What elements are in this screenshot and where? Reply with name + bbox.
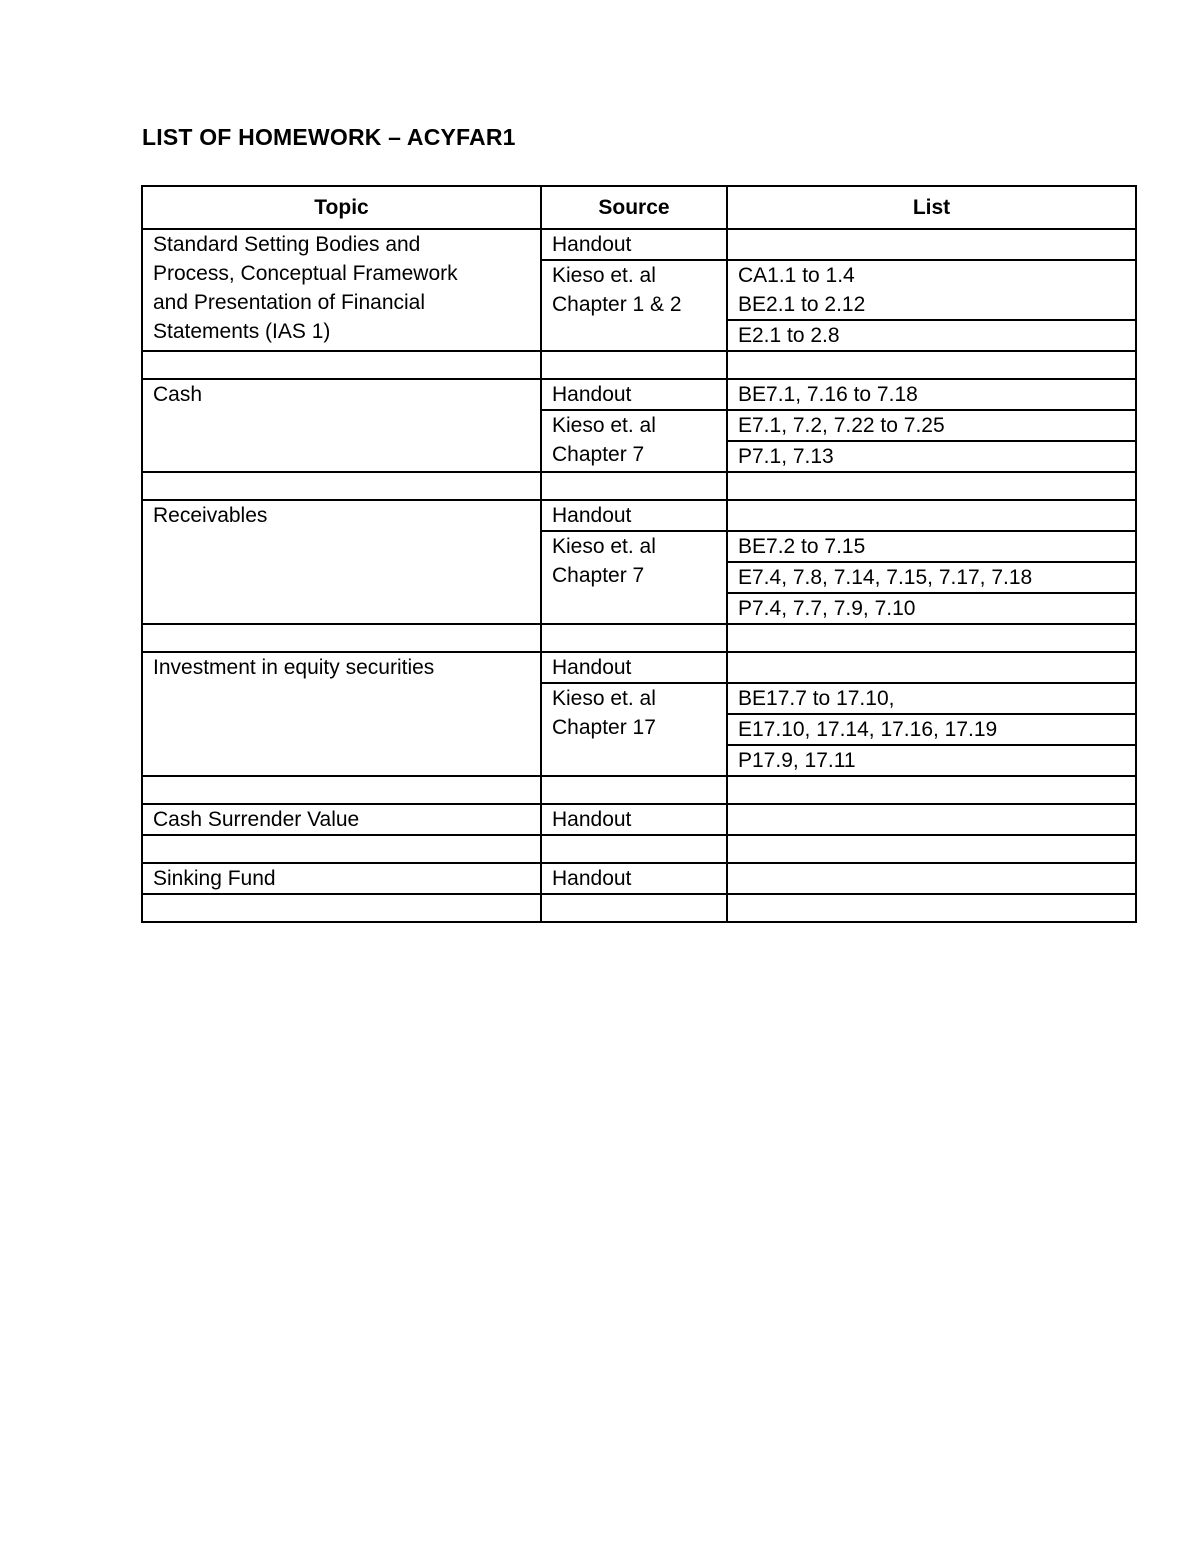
header-list: List [727, 186, 1136, 229]
table-row [142, 652, 1136, 683]
list-cell: P7.4, 7.7, 7.9, 7.10 [727, 593, 1136, 624]
list-cell: P17.9, 17.11 [727, 745, 1136, 776]
spacer-row [142, 624, 1136, 652]
list-cell: BE17.7 to 17.10, [727, 683, 1136, 714]
list-cell: CA1.1 to 1.4 [727, 260, 1136, 290]
topic-cell: Cash Surrender Value [142, 804, 541, 835]
homework-table [141, 185, 1137, 923]
topic-cell: Sinking Fund [142, 863, 541, 894]
list-cell: E2.1 to 2.8 [727, 320, 1136, 351]
table-header-row [142, 186, 1136, 229]
list-cell [727, 229, 1136, 260]
spacer-row [142, 776, 1136, 804]
source-cell: Handout [541, 652, 727, 683]
table-row [142, 229, 1136, 260]
list-cell [727, 652, 1136, 683]
source-cell: Handout [541, 500, 727, 531]
source-cell: Kieso et. al Chapter 1 & 2 [541, 260, 727, 351]
source-cell: Kieso et. al Chapter 7 [541, 531, 727, 624]
list-cell [727, 804, 1136, 835]
topic-cell: Investment in equity securities [142, 652, 541, 776]
list-cell: E17.10, 17.14, 17.16, 17.19 [727, 714, 1136, 745]
table-row [142, 379, 1136, 410]
table-row [142, 804, 1136, 835]
spacer-row [142, 894, 1136, 922]
spacer-row [142, 835, 1136, 863]
header-topic: Topic [142, 186, 541, 229]
topic-cell: Standard Setting Bodies and Process, Conceptual Framework and Presentation of Financial Statements (IAS 1) [142, 229, 541, 351]
list-cell: BE7.2 to 7.15 [727, 531, 1136, 562]
topic-cell: Receivables [142, 500, 541, 624]
list-cell [727, 863, 1136, 894]
header-source: Source [541, 186, 727, 229]
topic-cell: Cash [142, 379, 541, 472]
source-cell: Kieso et. al Chapter 7 [541, 410, 727, 472]
source-cell: Handout [541, 863, 727, 894]
source-cell: Handout [541, 379, 727, 410]
source-cell: Kieso et. al Chapter 17 [541, 683, 727, 776]
list-cell: E7.4, 7.8, 7.14, 7.15, 7.17, 7.18 [727, 562, 1136, 593]
list-cell: BE2.1 to 2.12 [727, 290, 1136, 320]
table-row [142, 500, 1136, 531]
page-title: LIST OF HOMEWORK – ACYFAR1 [142, 124, 516, 150]
spacer-row [142, 351, 1136, 379]
list-cell: P7.1, 7.13 [727, 441, 1136, 472]
list-cell: E7.1, 7.2, 7.22 to 7.25 [727, 410, 1136, 441]
list-cell [727, 500, 1136, 531]
list-cell: BE7.1, 7.16 to 7.18 [727, 379, 1136, 410]
table-row [142, 863, 1136, 894]
source-cell: Handout [541, 229, 727, 260]
spacer-row [142, 472, 1136, 500]
source-cell: Handout [541, 804, 727, 835]
